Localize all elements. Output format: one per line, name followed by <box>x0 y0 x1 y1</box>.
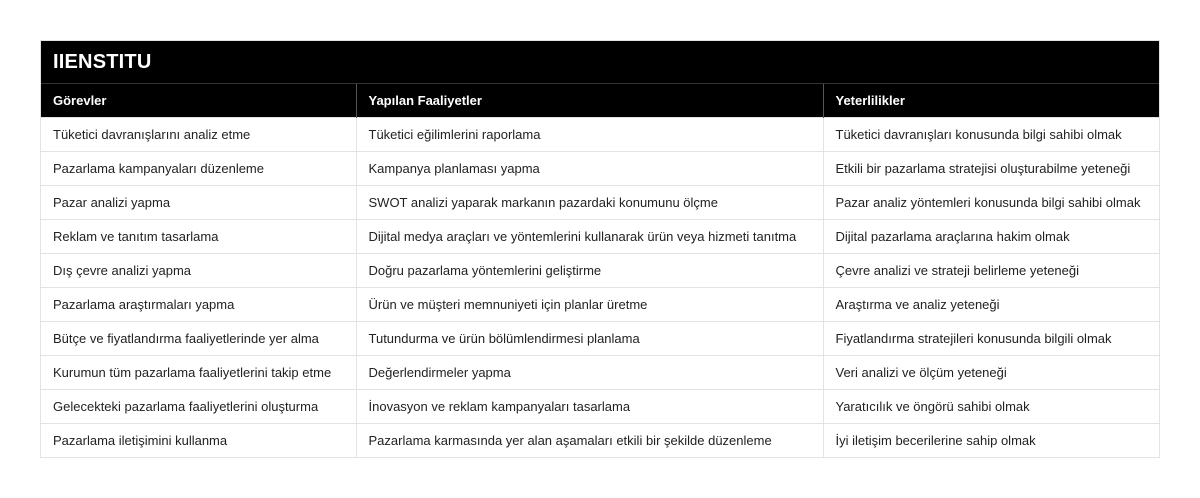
table-cell: Dijital medya araçları ve yöntemlerini kullanarak ürün veya hizmeti tanıtma <box>356 220 823 254</box>
table-cell: Dış çevre analizi yapma <box>41 254 356 288</box>
table-cell: Değerlendirmeler yapma <box>356 356 823 390</box>
column-header-yeterlilikler: Yeterlilikler <box>823 84 1159 118</box>
table-cell: Etkili bir pazarlama stratejisi oluşturabilme yeteneği <box>823 152 1159 186</box>
table-row <box>41 118 1159 152</box>
table-cell: Dijital pazarlama araçlarına hakim olmak <box>823 220 1159 254</box>
table-cell: Fiyatlandırma stratejileri konusunda bilgili olmak <box>823 322 1159 356</box>
table-cell: Bütçe ve fiyatlandırma faaliyetlerinde yer alma <box>41 322 356 356</box>
table-cell: Pazarlama karmasında yer alan aşamaları etkili bir şekilde düzenleme <box>356 424 823 458</box>
table-cell: Pazar analiz yöntemleri konusunda bilgi sahibi olmak <box>823 186 1159 220</box>
table-cell: Pazarlama kampanyaları düzenleme <box>41 152 356 186</box>
data-table-container <box>40 40 1160 458</box>
table-row <box>41 424 1159 458</box>
table-cell: Ürün ve müşteri memnuniyeti için planlar üretme <box>356 288 823 322</box>
table-cell: Veri analizi ve ölçüm yeteneği <box>823 356 1159 390</box>
table-row <box>41 186 1159 220</box>
table-row <box>41 322 1159 356</box>
table-row <box>41 390 1159 424</box>
table-header-row <box>41 84 1159 118</box>
table-row <box>41 254 1159 288</box>
table-cell: Tüketici davranışları konusunda bilgi sahibi olmak <box>823 118 1159 152</box>
table-cell: Kurumun tüm pazarlama faaliyetlerini takip etme <box>41 356 356 390</box>
table-cell: Tüketici eğilimlerini raporlama <box>356 118 823 152</box>
table-cell: Tüketici davranışlarını analiz etme <box>41 118 356 152</box>
table-row <box>41 356 1159 390</box>
table-cell: Pazarlama araştırmaları yapma <box>41 288 356 322</box>
table-cell: Tutundurma ve ürün bölümlendirmesi planlama <box>356 322 823 356</box>
brand-title: IIENSTITU <box>41 41 1159 84</box>
column-header-faaliyetler: Yapılan Faaliyetler <box>356 84 823 118</box>
table-cell: Çevre analizi ve strateji belirleme yeteneği <box>823 254 1159 288</box>
table-cell: Yaratıcılık ve öngörü sahibi olmak <box>823 390 1159 424</box>
table-cell: Pazarlama iletişimini kullanma <box>41 424 356 458</box>
table-cell: Araştırma ve analiz yeteneği <box>823 288 1159 322</box>
table-cell: İyi iletişim becerilerine sahip olmak <box>823 424 1159 458</box>
column-header-gorevler: Görevler <box>41 84 356 118</box>
table-cell: Pazar analizi yapma <box>41 186 356 220</box>
table-row <box>41 152 1159 186</box>
data-table <box>41 84 1159 457</box>
table-row <box>41 288 1159 322</box>
table-cell: Reklam ve tanıtım tasarlama <box>41 220 356 254</box>
table-cell: Doğru pazarlama yöntemlerini geliştirme <box>356 254 823 288</box>
table-cell: İnovasyon ve reklam kampanyaları tasarlama <box>356 390 823 424</box>
table-row <box>41 220 1159 254</box>
table-cell: Kampanya planlaması yapma <box>356 152 823 186</box>
table-cell: Gelecekteki pazarlama faaliyetlerini oluşturma <box>41 390 356 424</box>
table-cell: SWOT analizi yaparak markanın pazardaki konumunu ölçme <box>356 186 823 220</box>
